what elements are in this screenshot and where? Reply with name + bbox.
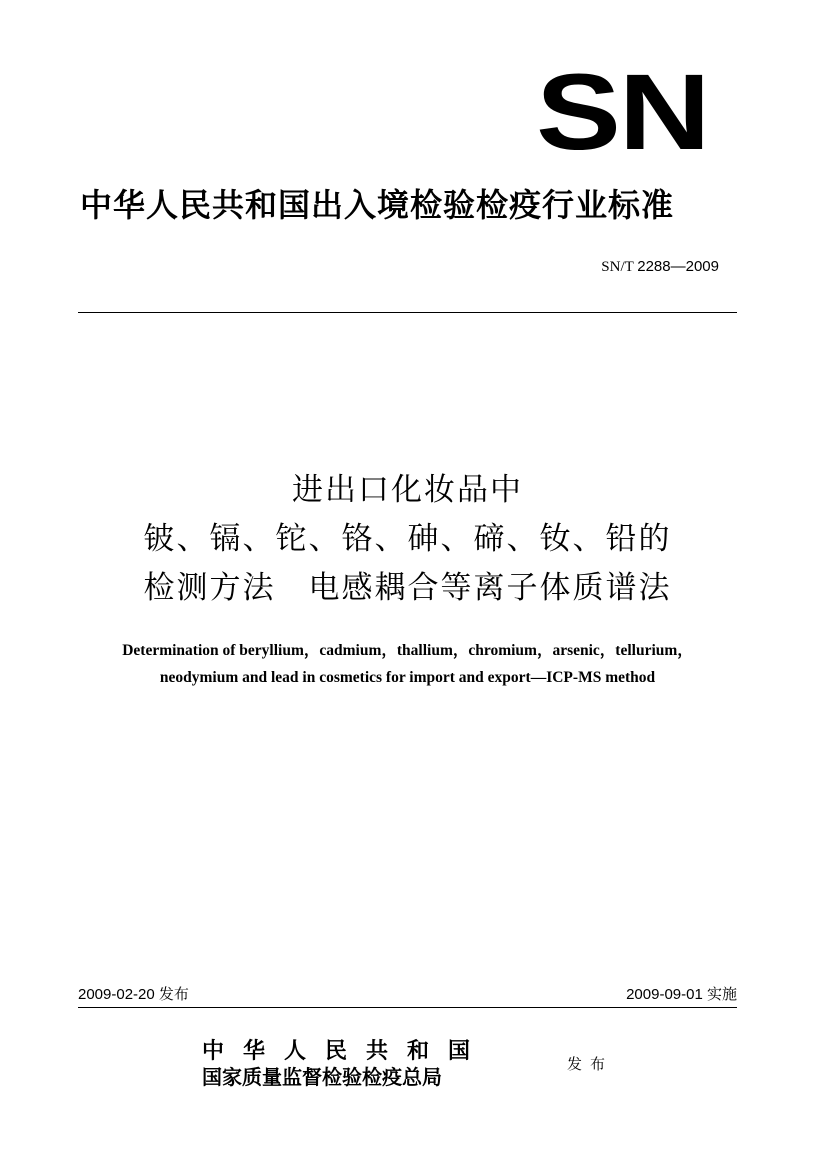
chinese-title-line-2: 铍、镉、铊、铬、砷、碲、钕、铅的 (143, 521, 672, 557)
issue-tag: 发布 (567, 1055, 614, 1073)
issuing-authority (202, 1038, 489, 1090)
english-title-line-2: neodymium and lead in cosmetics for import and export—ICP-MS method (159, 669, 656, 686)
english-title-line-1: Determination of beryllium，cadmium，thallium，chromium，arsenic，tellurium， (122, 642, 693, 659)
top-divider (78, 312, 737, 313)
issuer-line-1: 中华人民共和国 (202, 1038, 490, 1064)
chinese-title-line-3: 检测方法 电感耦合等离子体质谱法 (143, 570, 672, 606)
standard-code-prefix: SN/T (601, 259, 634, 275)
issue-date: 2009-02-20 发布 (78, 986, 189, 1003)
standard-code-number: 2288—2009 (637, 258, 719, 275)
issuer-line-2: 国家质量监督检验检疫总局 (202, 1065, 442, 1089)
standard-code (601, 258, 719, 276)
standard-organization: 中华人民共和国出入境检验检疫行业标准 (80, 186, 675, 224)
implementation-date: 2009-09-01 实施 (626, 986, 737, 1003)
bottom-divider (78, 1007, 737, 1008)
sn-logo: SN (536, 51, 709, 172)
english-title (70, 637, 745, 691)
chinese-title-line-1: 进出口化妆品中 (292, 472, 523, 508)
chinese-title (60, 466, 755, 613)
